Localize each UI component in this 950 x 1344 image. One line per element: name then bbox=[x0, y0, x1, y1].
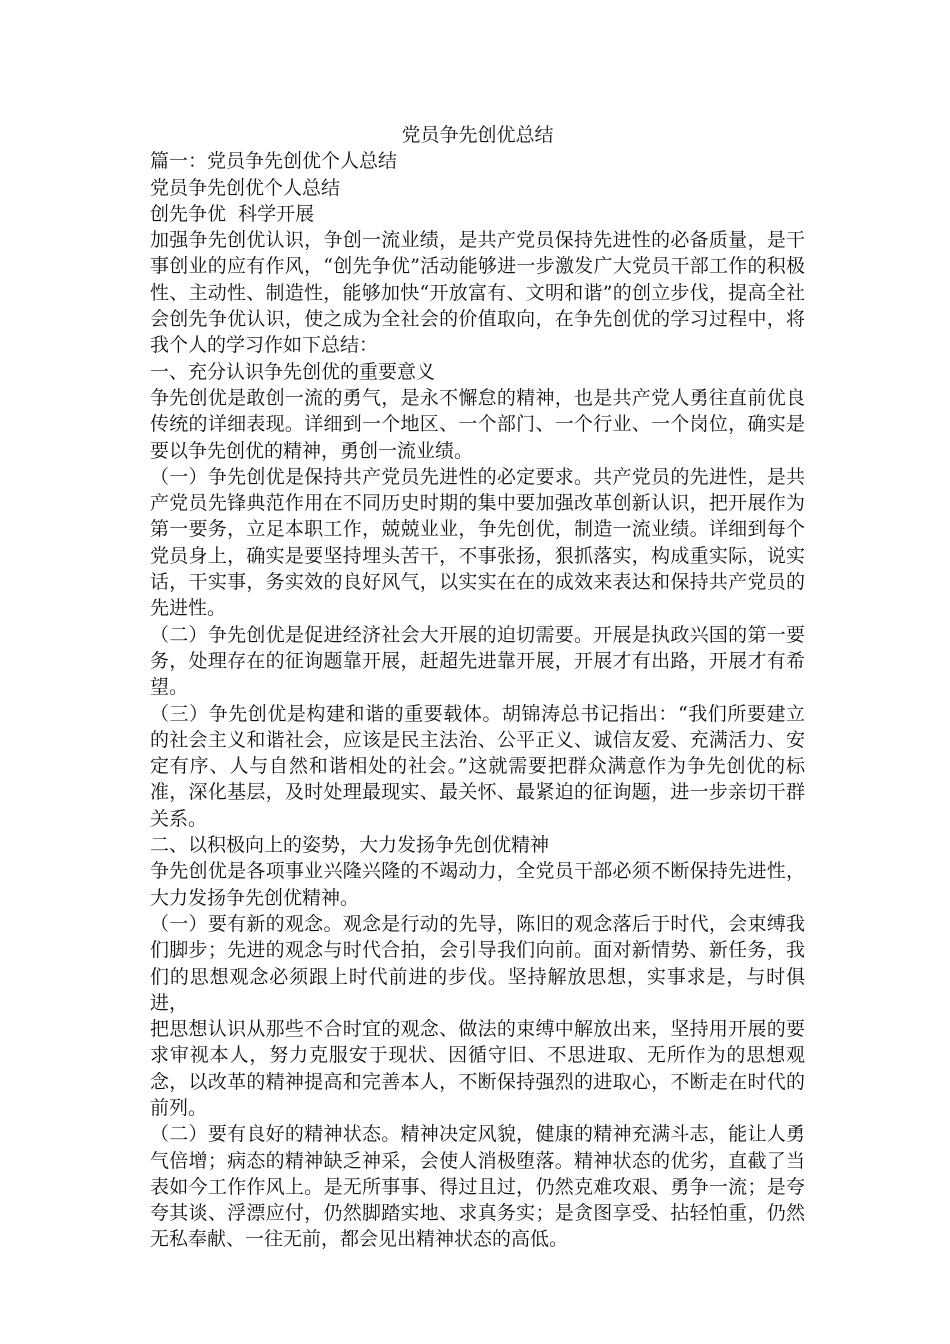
motto: 创先争优 科学开展 bbox=[150, 202, 315, 225]
paragraph-intro: 加强争先创优认识，争创一流业绩，是共产党员保持先进性的必备质量，是干事创业的应有作风，“创先争优”活动能够进一步激发广大党员干部工作的积极性、主动性、制造性，能够加快“开放富有、文明和谐”的创立步伐，提高全社会创先争优认识，使之成为全社会的价值取向，在争先创优的学习过程中，将我个人的学习作如下总结： bbox=[150, 229, 805, 357]
paragraph: （二）争先创优是促进经济社会大开展的迫切需要。开展是执政兴国的第一要务，处理存在的征询题靠开展，赶超先进靠开展，开展才有出路，开展才有希望。 bbox=[150, 623, 805, 699]
paragraph: 争先创优是敢创一流的勇气，是永不懈怠的精神，也是共产党人勇往直前优良传统的详细表现。详细到一个地区、一个部门、一个行业、一个岗位，确实是要以争先创优的精神，勇创一流业绩。 bbox=[150, 386, 805, 462]
section-heading-1: 一、充分认识争先创优的重要意义 bbox=[150, 360, 436, 383]
section-heading-2: 二、以积极向上的姿势，大力发扬争先创优精神 bbox=[150, 834, 550, 857]
paragraph: （二）要有良好的精神状态。精神决定风貌，健康的精神充满斗志，能让人勇气倍增；病态的精神缺乏神采，会使人消极堕落。精神状态的优劣，直截了当表如今工作作风上。是无所事事、得过且过，仍然克难攻艰、勇争一流；是夸夸其谈、浮漂应付，仍然脚踏实地、求真务实；是贪图享受、拈轻怕重，仍然无私奉献、一往无前，都会见出精神状态的高低。 bbox=[150, 1123, 805, 1251]
document-title: 党员争先创优总结 bbox=[401, 124, 554, 146]
subtitle: 党员争先创优个人总结 bbox=[150, 176, 341, 199]
paragraph: （一）要有新的观念。观念是行动的先导，陈旧的观念落后于时代，会束缚我们脚步；先进的观念与时代合拍，会引导我们向前。面对新情势、新任务，我们的思想观念必须跟上时代前进的步伐。坚持解放思想，实事求是，与时俱进， bbox=[150, 912, 805, 1014]
paragraph: 把思想认识从那些不合时宜的观念、做法的束缚中解放出来，坚持用开展的要求审视本人，努力克服安于现状、因循守旧、不思进取、无所作为的思想观念，以改革的精神提高和完善本人，不断保持强烈的进取心，不断走在时代的前列。 bbox=[150, 1018, 805, 1119]
part-heading: 篇一：党员争先创优个人总结 bbox=[150, 150, 398, 173]
paragraph: （一）争先创优是保持共产党员先进性的必定要求。共产党员的先进性，是共产党员先锋典范作用在不同历史时期的集中要加强改革创新认识，把开展作为第一要务，立足本职工作，兢兢业业，争先创优，制造一流业绩。详细到每个党员身上，确实是要坚持埋头苦干，不事张扬，狠抓落实，构成重实际，说实话，干实事，务实效的良好风气，以实实在在的成效来表达和保持共产党员的先进性。 bbox=[150, 465, 805, 620]
paragraph: 争先创优是各项事业兴隆兴隆的不竭动力，全党员干部必须不断保持先进性，大力发扬争先创优精神。 bbox=[150, 860, 805, 909]
document-body bbox=[150, 122, 805, 1253]
paragraph: （三）争先创优是构建和谐的重要载体。胡锦涛总书记指出：“我们所要建立的社会主义和谐社会，应该是民主法治、公平正义、诚信友爱、充满活力、安定有序、人与自然和谐相处的社会。”这就需要把群众满意作为争先创优的标准，深化基层，及时处理最现实、最关怀、最紧迫的征询题，进一步亲切干群关系。 bbox=[150, 702, 805, 830]
